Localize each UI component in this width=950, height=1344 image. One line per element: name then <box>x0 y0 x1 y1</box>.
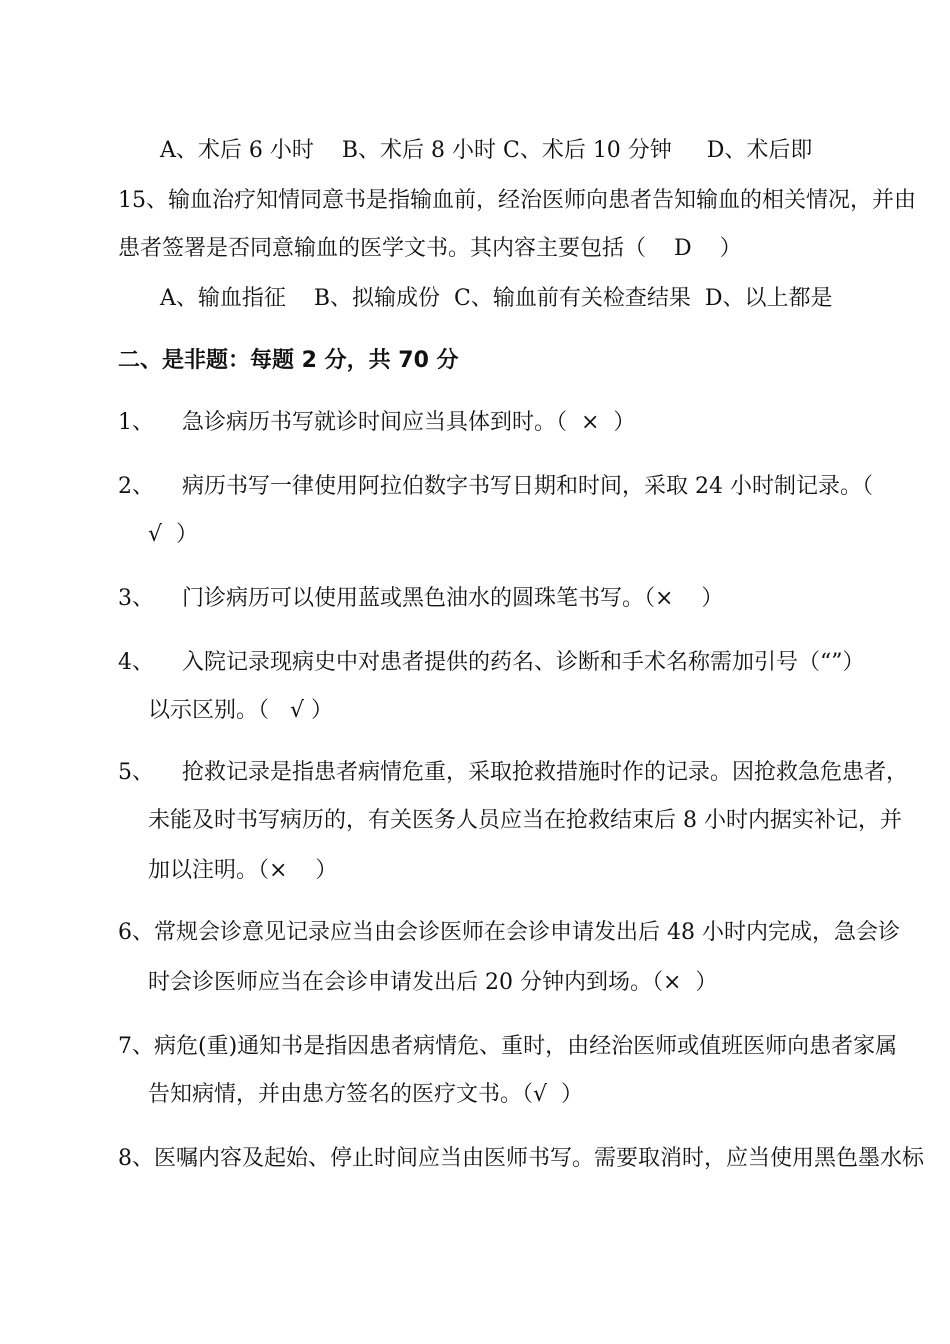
tf-item-2-line1: 2、 病历书写一律使用阿拉伯数字书写日期和时间，采取 24 小时制记录。（ <box>118 474 873 499</box>
tf-item-7-line2: 告知病情，并由患方签名的医疗文书。（√ ） <box>148 1082 584 1107</box>
tf-item-7-line1: 7、病危(重)通知书是指因患者病情危、重时，由经治医师或值班医师向患者家属 <box>118 1034 898 1059</box>
tf-item-6-line1: 6、常规会诊意见记录应当由会诊医师在会诊申请发出后 48 小时内完成，急会诊 <box>118 920 900 945</box>
tf-item-5-line2: 未能及时书写病历的，有关医务人员应当在抢救结束后 8 小时内据实补记，并 <box>148 808 902 833</box>
q14-options: A、术后 6 小时 B、术后 8 小时 C、术后 10 分钟 D、术后即 <box>160 138 813 163</box>
tf-item-4-line1: 4、 入院记录现病史中对患者提供的药名、诊断和手术名称需加引号（“”） <box>118 650 865 675</box>
tf-item-4-line2: 以示区别。（ √ ） <box>148 698 333 723</box>
tf-item-5-line3: 加以注明。（× ） <box>148 858 338 883</box>
tf-item-2-line2: √ ） <box>148 522 199 547</box>
tf-item-6-line2: 时会诊医师应当在会诊申请发出后 20 分钟内到场。（× ） <box>148 970 718 995</box>
q15-options: A、输血指征 B、拟输成份 C、输血前有关检查结果 D、以上都是 <box>160 286 833 311</box>
section2-heading: 二、是非题：每题 2 分，共 70 分 <box>118 348 459 373</box>
tf-item-5-line1: 5、 抢救记录是指患者病情危重，采取抢救措施时作的记录。因抢救急危患者， <box>118 760 908 785</box>
tf-item-3: 3、 门诊病历可以使用蓝或黑色油水的圆珠笔书写。（× ） <box>118 586 724 611</box>
tf-item-1: 1、 急诊病历书写就诊时间应当具体到时。（ × ） <box>118 410 636 435</box>
q15-line2: 患者签署是否同意输血的医学文书。其内容主要包括（ D ） <box>118 236 742 261</box>
q15-line1: 15、输血治疗知情同意书是指输血前，经治医师向患者告知输血的相关情况，并由 <box>118 188 916 213</box>
tf-item-8-line1: 8、医嘱内容及起始、停止时间应当由医师书写。需要取消时，应当使用黑色墨水标 <box>118 1146 924 1171</box>
